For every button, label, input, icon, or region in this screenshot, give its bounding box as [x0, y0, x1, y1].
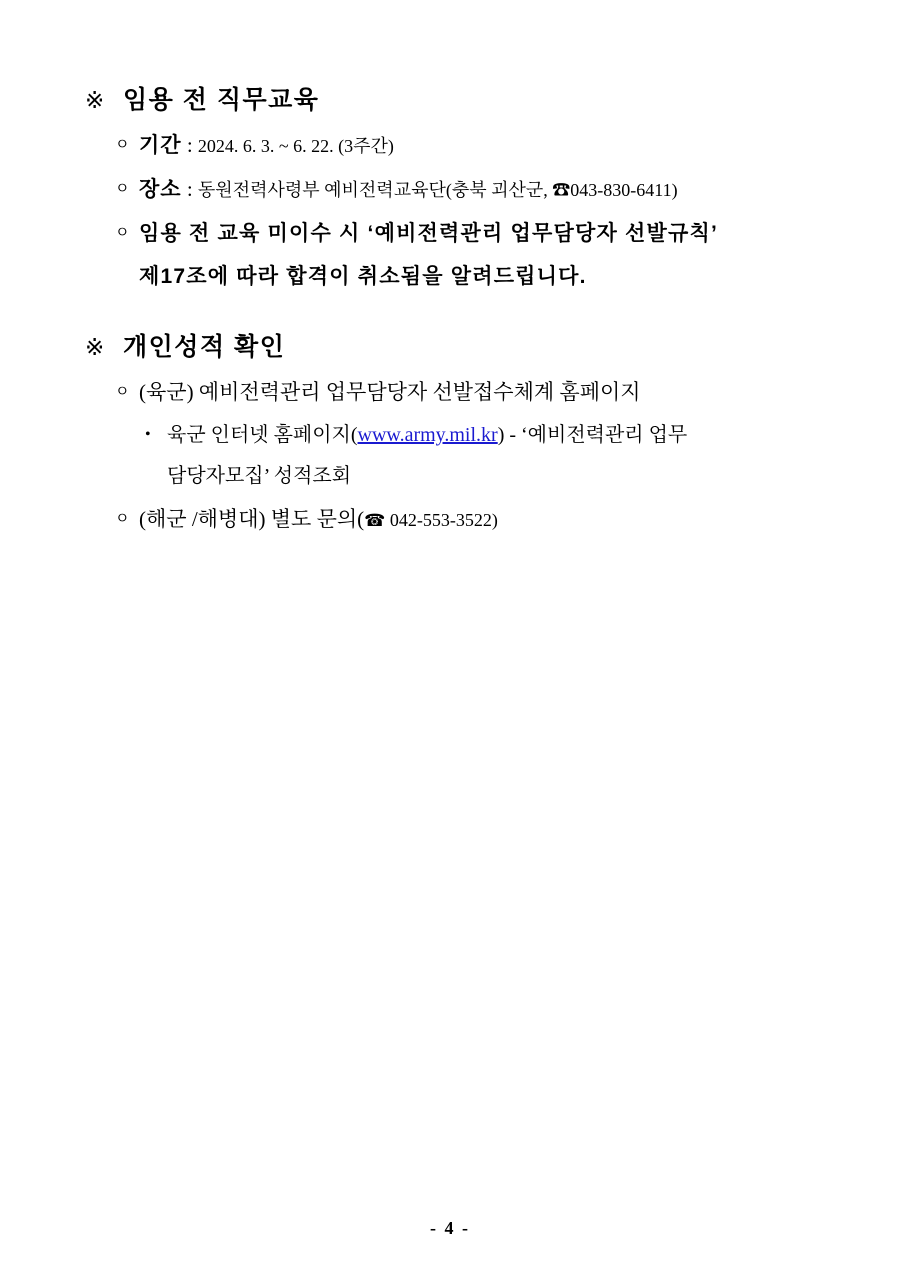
circle-bullet-icon: ㅇ	[115, 511, 130, 528]
page-number: - 4 -	[430, 1218, 470, 1238]
army-homepage-link[interactable]: www.army.mil.kr	[357, 424, 498, 447]
item-prefix: (해군 /해병대) 별도 문의(	[139, 507, 365, 532]
section-heading	[85, 327, 900, 363]
section-title: 개인성적 확인	[123, 332, 286, 361]
item-content	[139, 174, 854, 205]
item-suffix: ) - ‘예비전력관리 업무	[497, 424, 688, 447]
item-separator: :	[181, 177, 198, 202]
telephone-icon: ☎	[364, 511, 386, 531]
phone-number: 042-553-3522)	[385, 510, 498, 531]
item-label: 장소	[139, 178, 182, 202]
reference-mark-icon: ※	[85, 333, 106, 360]
item-content-line2: 담당자모집’ 성적조회	[167, 465, 352, 488]
item-content-line2: 제17조에 따라 합격이 취소됨을 알려드립니다.	[139, 265, 587, 289]
list-item	[115, 130, 900, 161]
item-label: 기간	[139, 134, 182, 157]
item-value: 동원전력사령부 예비전력교육단(충북 괴산군, ☎043-830-6411)	[197, 180, 678, 201]
list-item	[115, 174, 900, 205]
list-item	[115, 504, 900, 534]
section-title: 임용 전 직무교육	[123, 86, 320, 114]
circle-bullet-icon: ㅇ	[115, 383, 130, 400]
list-item	[115, 377, 900, 407]
item-separator: :	[181, 133, 198, 157]
item-value: 2024. 6. 3. ~ 6. 22. (3주간)	[197, 136, 394, 156]
item-content	[139, 130, 839, 161]
item-content	[167, 420, 847, 450]
section-pre-appointment-training	[0, 80, 900, 293]
circle-bullet-icon: ㅇ	[115, 137, 130, 153]
section-heading	[85, 80, 900, 116]
item-prefix: 육군 인터넷 홈페이지(	[167, 424, 358, 447]
item-content: (육군) 예비전력관리 업무담당자 선발접수체계 홈페이지	[139, 379, 641, 404]
list-item	[115, 219, 900, 249]
item-content	[139, 504, 839, 534]
section-personal-score-check	[0, 327, 900, 535]
list-item	[145, 420, 900, 450]
dot-bullet-icon: •	[145, 426, 151, 444]
item-content-line1: 임용 전 교육 미이수 시 ‘예비전력관리 업무담당자 선발규칙’	[139, 221, 718, 245]
reference-mark-icon: ※	[85, 87, 106, 113]
circle-bullet-icon: ㅇ	[115, 224, 130, 241]
document-body	[0, 80, 900, 548]
circle-bullet-icon: ㅇ	[115, 181, 130, 198]
